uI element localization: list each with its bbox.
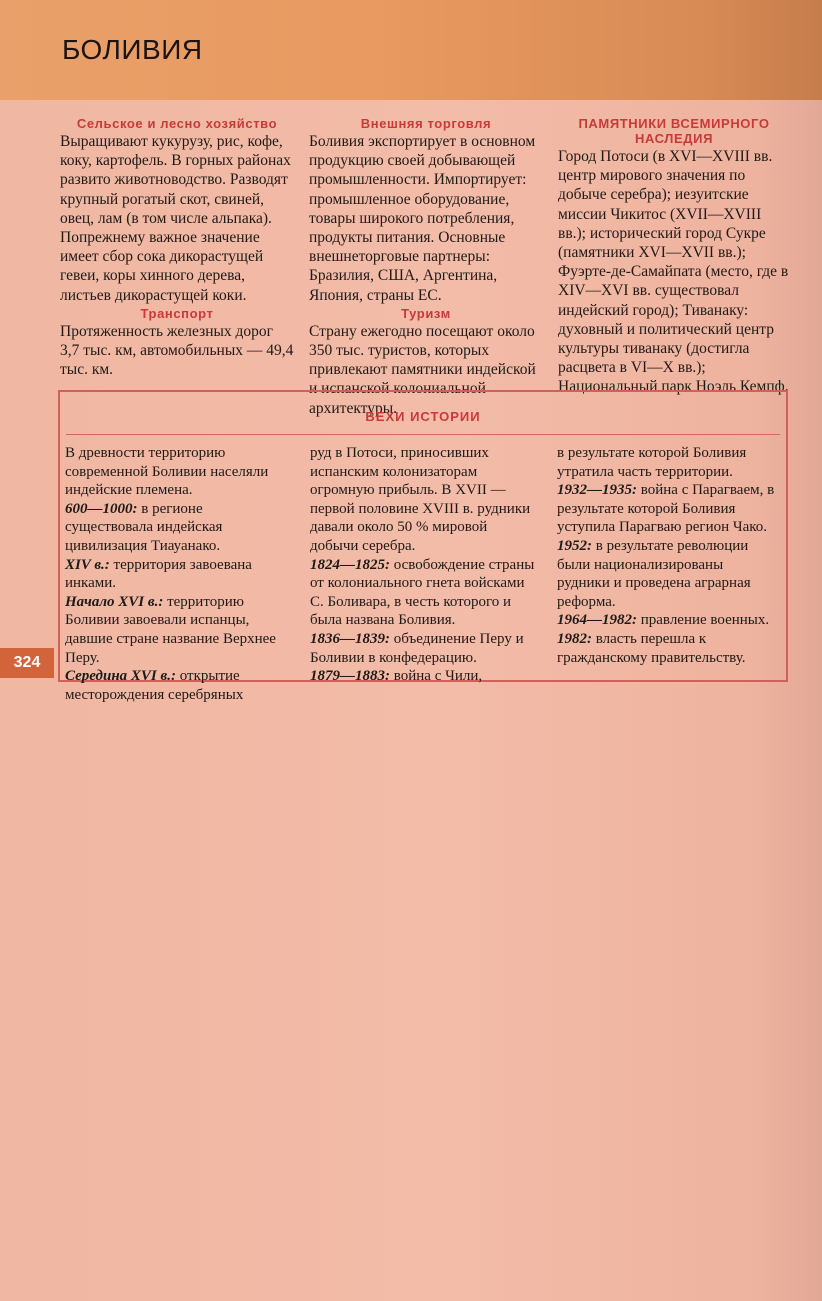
history-entry <box>557 481 777 537</box>
page-number: 324 <box>0 648 54 678</box>
history-column-1 <box>65 444 290 704</box>
history-text: руд в Потоси, приносивших испанским колонизаторам огромную прибыль. В XVII — первой половине XVIII в. рудники давали около 50 % мировой добычи серебра. <box>310 445 531 554</box>
column-2 <box>309 116 543 419</box>
history-date: 1879—1883: <box>310 668 390 685</box>
trade-text: Боливия экспортирует в основном продукцию своей добывающей промышленности. Импортирует: промышленное оборудование, товары широкого потребления, продукты питания. Основные внешнеторговые партнеры: Бразилия, США, Аргентина, Япония, страны ЕС. <box>309 133 536 304</box>
history-text: территорию Боливии завоевали испанцы, давшие стране название Верхнее Перу. <box>65 593 276 666</box>
history-text: в результате революции были национализированы рудники и проведена аграрная реформа. <box>557 537 751 610</box>
history-heading: ВЕХИ ИСТОРИИ <box>365 409 481 424</box>
history-entry <box>557 611 777 630</box>
history-text: война с Чили, <box>390 668 483 685</box>
history-date: Середина XVI в.: <box>65 668 176 685</box>
history-text: объединение Перу и Боливии в конфедерацию. <box>310 630 524 666</box>
history-date: 1836—1839: <box>310 630 390 647</box>
column-3 <box>558 116 790 398</box>
history-text: власть перешла к гражданскому правительству. <box>557 630 746 666</box>
history-entry <box>310 667 535 686</box>
history-date: 600—1000: <box>65 500 138 517</box>
history-intro: В древности территорию современной Боливии населяли индейские племена. <box>65 445 269 499</box>
history-date: 1964—1982: <box>557 612 637 629</box>
agriculture-heading: Сельское и лесно хозяйство <box>76 116 278 131</box>
history-entry <box>65 556 290 593</box>
history-entry <box>65 593 290 667</box>
history-date: 1982: <box>557 630 592 647</box>
history-date: XIV в.: <box>65 556 110 573</box>
page-title: БОЛИВИЯ <box>62 34 203 65</box>
history-date: Начало XVI в.: <box>65 593 164 610</box>
history-text: правление военных. <box>637 612 770 629</box>
history-entry <box>310 444 535 556</box>
history-column-3 <box>557 444 777 667</box>
history-date: 1952: <box>557 537 592 554</box>
history-text: открытие месторождения серебряных <box>65 668 244 703</box>
history-text: территория завоевана инками. <box>65 556 252 592</box>
heritage-text: Город Потоси (в XVI—XVIII вв. центр мирового значения по добыче серебра); иезуитские миссии Чикитос (XVII—XVIII вв.); исторический город Сукре (памятники XVI—XVII вв.); Фуэрте-де-Самайпата (место, где в XIV—XVI вв. существовал индейский город); Тиванаку: духовный и политический центр культуры тиванаку (достигла расцвета в VI—X вв.); Национальный парк Ноэль Кемпф. <box>558 148 789 396</box>
history-entry <box>65 667 290 704</box>
history-entry <box>557 444 777 481</box>
transport-heading: Транспорт <box>140 305 214 321</box>
history-entry <box>557 537 777 611</box>
tourism-text: Страну ежегодно посещают около 350 тыс. туристов, которых привлекают памятники индейской и испанской колониальной архитектуры. <box>309 322 536 417</box>
column-1 <box>60 116 294 380</box>
history-text: в результате которой Боливия утратила часть территории. <box>557 445 747 480</box>
history-entry <box>310 630 535 667</box>
history-date: 1824—1825: <box>310 556 390 573</box>
history-text: освобождение страны от колониального гнета войсками С. Боливара, в честь которого и была названа Боливия. <box>310 556 535 629</box>
heritage-heading: ПАМЯТНИКИ ВСЕМИРНОГО НАСЛЕДИЯ <box>578 116 770 146</box>
history-box <box>58 390 788 703</box>
history-divider <box>66 434 780 435</box>
history-text: в регионе существовала индейская цивилизация Тиауанако. <box>65 500 223 554</box>
trade-heading: Внешняя торговля <box>360 116 492 131</box>
transport-text: Протяженность железных дорог 3,7 тыс. км, автомобильных — 49,4 тыс. км. <box>60 322 294 379</box>
history-text: война с Парагваем, в результате которой Боливия уступила Парагваю регион Чако. <box>557 482 775 536</box>
history-entry <box>65 500 290 556</box>
header-bar <box>0 0 822 100</box>
history-entry <box>310 556 535 630</box>
history-entry <box>557 630 777 667</box>
history-column-2 <box>310 444 535 686</box>
tourism-heading: Туризм <box>401 305 451 321</box>
history-date: 1932—1935: <box>557 482 637 499</box>
agriculture-text: Выращивают кукурузу, рис, кофе, коку, картофель. В горных районах развито животноводство. Разводят крупный рогатый скот, свиней, овец, лам (в том числе альпака). Попрежнему важное значение имеет сбор сока дикорастущей гевеи, коры хинного дерева, листьев дикорастущей коки. <box>60 133 291 304</box>
